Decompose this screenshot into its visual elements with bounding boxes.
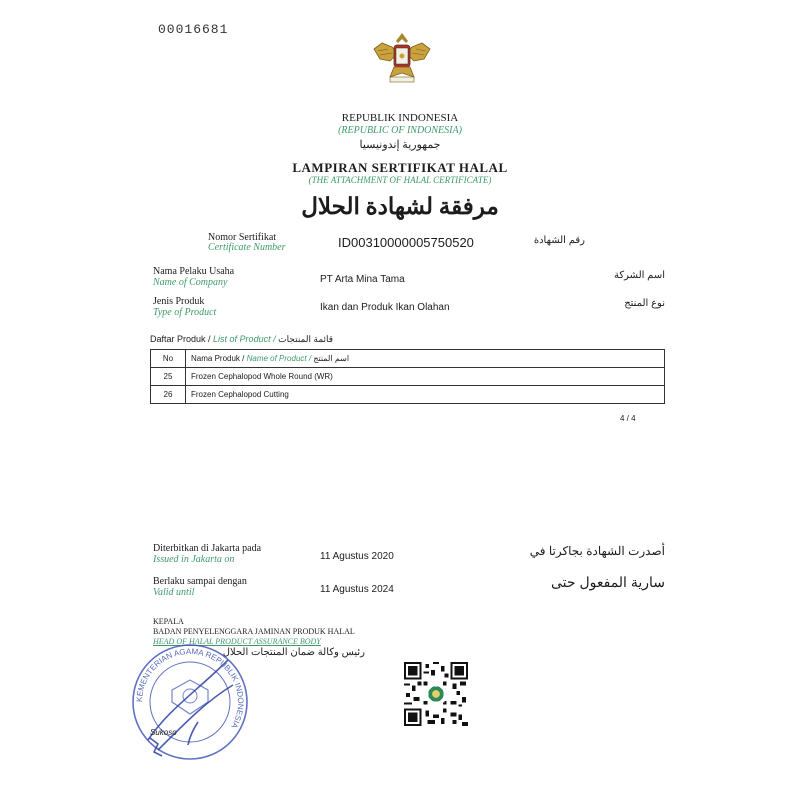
- signatory-body-ar: رئيس وكالة ضمان المنتجات الحلال: [222, 647, 365, 658]
- header-no: No: [151, 350, 186, 368]
- header-product-name: Nama Produk / Name of Product / اسم المنتج: [186, 350, 665, 368]
- issued-label-ar: أصدرت الشهادة بجاكرتا في: [529, 544, 665, 558]
- company-label: Nama Pelaku Usaha: [153, 266, 235, 277]
- product-type-label-en: Type of Product: [153, 307, 217, 318]
- official-stamp-icon: [128, 640, 253, 765]
- row-no: 25: [151, 368, 186, 386]
- qr-code-icon: [404, 662, 468, 726]
- serial-number: 00016681: [158, 22, 229, 37]
- valid-label-ar: سارية المفعول حتى: [551, 574, 665, 590]
- row-product-name: Frozen Cephalopod Cutting: [186, 386, 665, 404]
- certificate-number-label: Nomor Sertifikat: [208, 232, 277, 243]
- signatory-name: Sukoso: [150, 728, 177, 737]
- product-list-label: Daftar Produk / List of Product / قائمة المنتجات: [150, 334, 334, 344]
- country-name: REPUBLIK INDONESIA: [341, 112, 459, 124]
- garuda-emblem-icon: [370, 27, 434, 91]
- product-type-value: Ikan dan Produk Ikan Olahan: [320, 302, 450, 313]
- certificate-number-label-en: Certificate Number: [208, 242, 286, 253]
- company-value: PT Arta Mina Tama: [320, 274, 405, 285]
- signatory-title: KEPALA: [153, 617, 184, 626]
- valid-label-en: Valid until: [153, 587, 195, 598]
- document-title-ar: مرفقة لشهادة الحلال: [301, 194, 499, 219]
- certificate-number-label-ar: رقم الشهادة: [533, 235, 585, 246]
- certificate-number-value: ID00310000005750520: [338, 235, 474, 250]
- page-number: 4 / 4: [620, 414, 636, 423]
- country-name-ar: جمهورية إندونيسيا: [359, 139, 441, 151]
- issued-label-en: Issued in Jakarta on: [153, 554, 235, 565]
- issued-label: Diterbitkan di Jakarta pada: [153, 543, 262, 554]
- document-title-en: (THE ATTACHMENT OF HALAL CERTIFICATE): [308, 175, 492, 185]
- valid-label: Berlaku sampai dengan: [153, 576, 247, 587]
- product-table: [150, 349, 665, 404]
- table-row: [151, 386, 665, 404]
- signatory-body-en: HEAD OF HALAL PRODUCT ASSURANCE BODY: [153, 637, 321, 646]
- company-label-en: Name of Company: [153, 277, 228, 288]
- product-type-label: Jenis Produk: [153, 296, 205, 307]
- valid-until-date: 11 Agustus 2024: [320, 584, 394, 595]
- issued-date: 11 Agustus 2020: [320, 551, 394, 562]
- row-no: 26: [151, 386, 186, 404]
- document-title: LAMPIRAN SERTIFIKAT HALAL: [292, 160, 508, 175]
- table-row: [151, 368, 665, 386]
- country-name-en: (REPUBLIC OF INDONESIA): [338, 125, 462, 136]
- company-label-ar: اسم الشركة: [614, 270, 665, 281]
- product-type-label-ar: نوع المنتج: [624, 298, 665, 309]
- table-header-row: [151, 350, 665, 368]
- stamp-text: KEMENTERIAN AGAMA REPUBLIK INDONESIA: [134, 646, 246, 730]
- signatory-body: BADAN PENYELENGGARA JAMINAN PRODUK HALAL: [153, 627, 355, 636]
- row-product-name: Frozen Cephalopod Whole Round (WR): [186, 368, 665, 386]
